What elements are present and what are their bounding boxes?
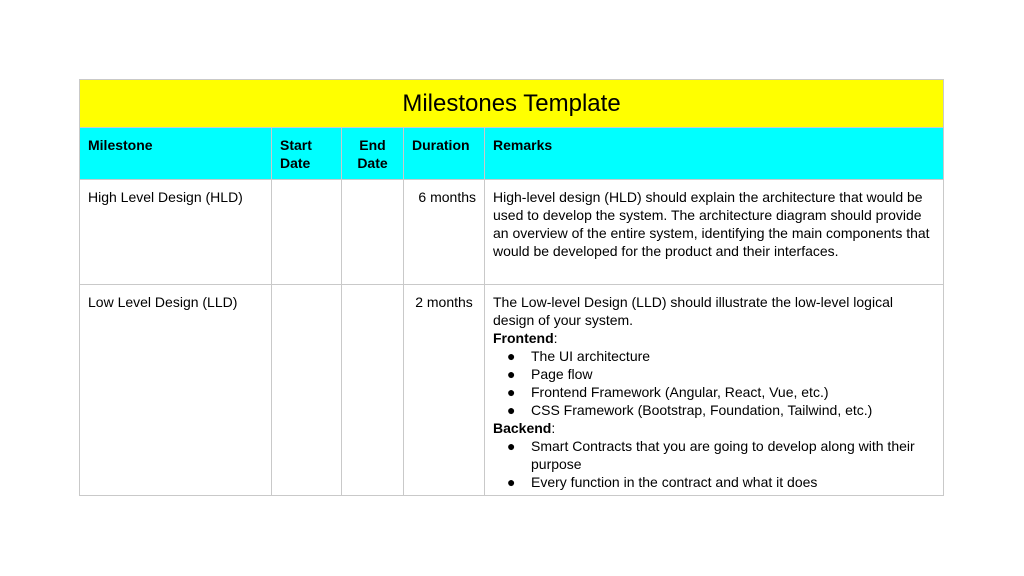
- frontend-list: [493, 347, 935, 419]
- list-item: ● Page flow: [507, 366, 593, 382]
- backend-list: [493, 437, 935, 491]
- remarks-cell: [485, 285, 943, 496]
- milestone-cell: Low Level Design (LLD): [80, 285, 272, 496]
- bullet-icon: ●: [507, 402, 516, 418]
- list-item: ● Frontend Framework (Angular, React, Vue, etc.): [507, 384, 829, 400]
- milestone-cell: High Level Design (HLD): [80, 180, 272, 284]
- table-row: [80, 180, 943, 285]
- end-date-cell: [342, 180, 404, 284]
- backend-heading: Backend:: [493, 420, 556, 436]
- table-title: Milestones Template: [80, 80, 943, 128]
- header-end-date: End Date: [342, 128, 404, 179]
- milestones-table: [79, 79, 944, 496]
- header-duration: Duration: [404, 128, 485, 179]
- duration-cell: 6 months: [404, 180, 485, 284]
- start-date-cell: [272, 180, 342, 284]
- header-start-date: Start Date: [272, 128, 342, 179]
- list-item: ● The UI architecture: [507, 348, 651, 364]
- list-item: ● CSS Framework (Bootstrap, Foundation, Tailwind, etc.): [507, 402, 873, 418]
- bullet-icon: ●: [507, 366, 516, 382]
- frontend-label: Frontend: [493, 330, 554, 346]
- bullet-icon: ●: [507, 474, 516, 490]
- frontend-heading: Frontend:: [493, 330, 558, 346]
- duration-cell: 2 months: [404, 285, 485, 496]
- bullet-icon: ●: [507, 348, 516, 364]
- table-row: [80, 285, 943, 496]
- list-item: ● Smart Contracts that you are going to develop along with their purpose: [507, 438, 915, 472]
- remarks-cell: High-level design (HLD) should explain the architecture that would be used to develop the system. The architecture diagram should provide an overview of the entire system, identifying the main components that would be developed for the product and their interfaces.: [493, 189, 930, 259]
- bullet-icon: ●: [507, 384, 516, 400]
- header-remarks: Remarks: [493, 137, 553, 153]
- backend-label: Backend: [493, 420, 552, 436]
- start-date-cell: [272, 285, 342, 496]
- header-milestone: Milestone: [80, 128, 272, 179]
- table-header-row: [80, 128, 943, 180]
- remarks-intro: The Low-level Design (LLD) should illustrate the low-level logical design of your system.: [493, 294, 893, 328]
- bullet-icon: ●: [507, 438, 516, 454]
- list-item: ● Every function in the contract and what it does: [507, 474, 818, 490]
- end-date-cell: [342, 285, 404, 496]
